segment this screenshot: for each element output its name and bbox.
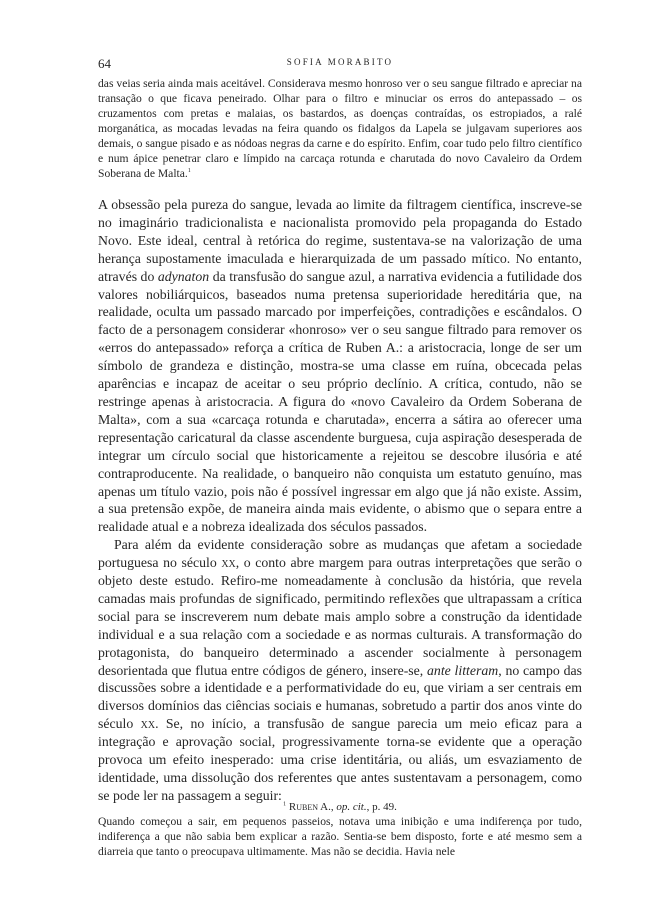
italic-term: adynaton <box>157 268 210 284</box>
footnote-reference: 1 <box>187 168 191 175</box>
paragraph-text: A obsessão pela pureza do sangue, levada ao limite da filtragem científica, inscreve-se no imaginário tradicionalista e nacionalista promovido pela propaganda do Estado Novo. Este ideal, central à retórica do regime, sustentava-se na valorização de uma herança supostamente imaculada e hierarquizada de um passado mítico. No entanto, através do <box>98 197 582 284</box>
body-paragraph <box>98 196 582 536</box>
footnote <box>98 801 582 813</box>
paragraph-text: Para além da evidente consideração sobre as mudanças que afetam a sociedade portuguesa no século <box>98 537 582 571</box>
block-quote-text: Quando começou a sair, em pequenos passeios, notava uma inibição e uma indiferença por tudo, indiferença a que não sabia bem explicar a razão. Sentia-se bem disposto, forte e até mesmo sem a diarreia que tanto o preocupava ultimamente. Mas não se decidia. Havia nele <box>98 814 582 858</box>
page-number: 64 <box>98 56 111 71</box>
footnote-separator: , <box>330 801 337 813</box>
footnote-op-cit: op. cit. <box>336 801 367 813</box>
block-quote <box>98 76 582 181</box>
footnote-number: 1 <box>283 801 287 808</box>
century-numeral: xx <box>221 555 236 571</box>
running-head: SOFIA MORABITO <box>286 57 394 67</box>
century-numeral: xx <box>140 716 156 732</box>
paragraph-text: , o conto abre margem para outras interpretações que serão o objeto deste estudo. Refiro-me nomeadamente à conclusão da história, que revela camadas mais profundas de significado, permitindo reflexões que ultrapassam a crítica social para se inscreverem num debate mais amplo sobre a construção da identidade individual e a sua relação com a sociedade e as normas culturais. A transformação do protagonista, do banqueiro determinado a ascender socialmente à personagem desorientada que flutua entre códigos de género, insere-se, <box>98 555 582 678</box>
paragraph-text: . Se, no início, a transfusão de sangue parecia um meio eficaz para a integração e aprovação social, progressivamente torna-se evidente que a operação provoca um efeito inesperado: uma crise identitária, ou aliás, um esvaziamento de identidade, uma dissolução dos referentes que antes sustentavam a personagem, como se pode ler na passagem a seguir: <box>98 716 583 803</box>
block-quote <box>98 814 582 859</box>
paragraph-text: , no campo das discussões sobre a identidade e a performatividade do eu, que viriam a ser centrais em diversos domínios das ciências sociais e humanas, sobretudo a partir dos anos vinte do século <box>98 662 582 732</box>
italic-term: ante litteram <box>427 662 499 678</box>
page-body <box>98 76 582 859</box>
footnote-page: , p. 49. <box>366 801 397 813</box>
block-quote-text: das veias seria ainda mais aceitável. Considerava mesmo honroso ver o seu sangue filtrado e apreciar na transação o que ficava peneirado. Olhar para o filtro e minuciar os erros do antepassado – os cruzamentos com pretas e malaias, os bastardos, as doenças contraídas, os estropiados, a ralé morganática, as mocadas levadas na feira quando os fidalgos da Lapela se julgavam superiores aos demais, o sangue pisado e as nódoas negras da carne e do espírito. Enfim, coar tudo pelo filtro científico e num ápice penetrar claro e límpido na carcaça rotunda e charutada do novo Cavaleiro da Ordem Soberana de Malta. <box>98 77 582 180</box>
paragraph-text: da transfusão do sangue azul, a narrativa evidencia a futilidade dos valores nobiliárquicos, baseados numa pretensa superioridade hereditária que, na realidade, oculta um passado marcado por imperfeições, contradições e escândalos. O facto de a personagem considerar «honroso» ver o seu sangue filtrado para remover os «erros do antepassado» reforça a crítica de Ruben A.: a aristocracia, longe de ser um símbolo de grandeza e distinção, mostra-se uma classe em ruína, obcecada pelas aparências e incapaz de aceitar o seu próprio declínio. A crítica, contudo, não se restringe apenas à aristocracia. A figura do «novo Cavaleiro da Ordem Soberana de Malta», com a sua «carcaça rotunda e charutada», encerra a sátira ao oferecer uma representação caricatural da classe ascendente burguesa, cuja aspiração desesperada de integrar um círculo social que historicamente a rejeitou se descobre ilusória e até contraproducente. Na realidade, o banqueiro não conquista um estatuto genuíno, mas apenas um título vazio, pois não é possível ingressar em algo que já não existe. Assim, a sua pretensão expõe, de maneira ainda mais evidente, o abismo que o separa entre a realidade atual e a nobreza idealizada dos séculos passados. <box>98 268 582 535</box>
footnote-author: Ruben A. <box>288 801 331 813</box>
page-header <box>98 56 582 72</box>
